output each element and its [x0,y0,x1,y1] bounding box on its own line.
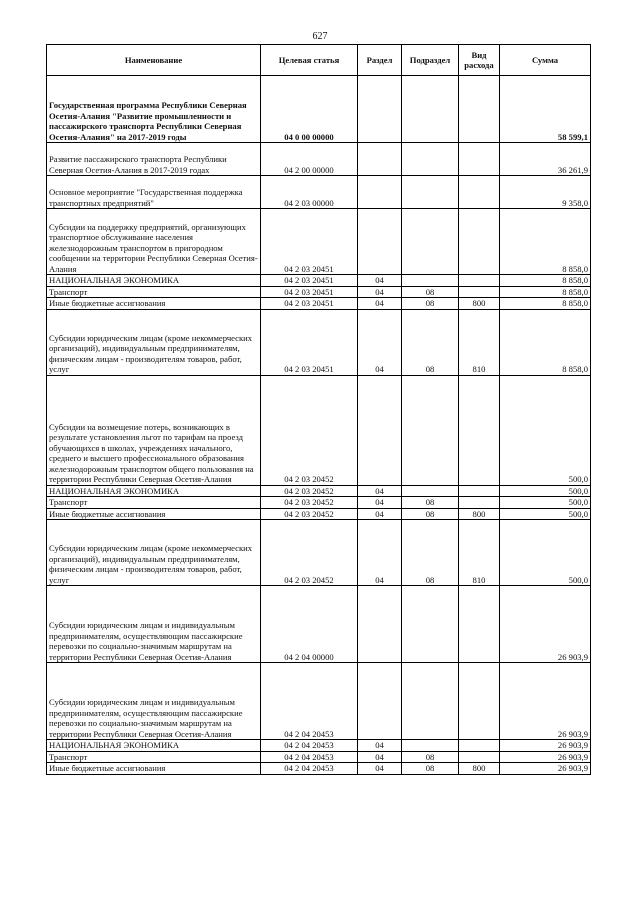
cell-amount: 8 858,0 [500,298,591,310]
table-row [47,740,591,752]
table-row [47,375,591,485]
cell-section [358,176,402,209]
cell-name: Субсидии на возмещение потерь, возникающих в результате установления льгот по тарифам на проезд обучающихся в школах, учреждениях начального, среднего и высшего профессионального образования железнодорожным транспортом общего пользования на территории Республики Северная Осетия-Алания [47,375,261,485]
cell-section [358,143,402,176]
cell-subsection [402,275,459,287]
cell-amount: 26 903,9 [500,663,591,740]
cell-subsection: 08 [402,763,459,775]
cell-amount: 8 858,0 [500,209,591,275]
cell-amount: 26 903,9 [500,763,591,775]
cell-section [358,586,402,663]
cell-expense-type: 810 [459,309,500,375]
cell-code: 04 2 04 00000 [261,586,358,663]
cell-code: 04 0 00 00000 [261,76,358,143]
cell-name: Субсидии юридическим лицам и индивидуальным предпринимателям, осуществляющим пассажирские перевозки по социально-значимым маршрутам на территории Республики Северная Осетия-Алания [47,663,261,740]
cell-subsection [402,176,459,209]
cell-subsection: 08 [402,309,459,375]
cell-name: Субсидии юридическим лицам (кроме некоммерческих организаций), индивидуальным предпринимателям, физическим лицам - производителям товаров, работ, услуг [47,520,261,586]
cell-expense-type [459,176,500,209]
cell-expense-type [459,275,500,287]
cell-expense-type [459,663,500,740]
cell-expense-type: 810 [459,520,500,586]
header-section: Раздел [358,45,402,76]
cell-code: 04 2 03 20452 [261,485,358,497]
cell-section [358,375,402,485]
cell-expense-type: 800 [459,763,500,775]
table-header [47,45,591,76]
table-row [47,763,591,775]
cell-amount: 9 358,0 [500,176,591,209]
cell-section: 04 [358,298,402,310]
cell-amount: 8 858,0 [500,286,591,298]
cell-name: Развитие пассажирского транспорта Республики Северная Осетия-Алания в 2017-2019 годах [47,143,261,176]
cell-expense-type [459,209,500,275]
cell-name: Субсидии на поддержку предприятий, организующих транспортное обслуживание населения железнодорожным транспортом в пригородном сообщении на территории Республики Северная Осетия-Алания [47,209,261,275]
cell-section: 04 [358,286,402,298]
cell-subsection [402,586,459,663]
cell-code: 04 2 03 20451 [261,298,358,310]
cell-section: 04 [358,763,402,775]
cell-section [358,209,402,275]
table-row [47,586,591,663]
table-row [47,143,591,176]
cell-name: Иные бюджетные ассигнования [47,298,261,310]
cell-amount: 26 903,9 [500,740,591,752]
cell-expense-type: 800 [459,508,500,520]
cell-expense-type [459,76,500,143]
cell-section: 04 [358,485,402,497]
cell-expense-type: 800 [459,298,500,310]
cell-name: Транспорт [47,751,261,763]
table-row [47,209,591,275]
cell-code: 04 2 03 20452 [261,520,358,586]
table-row [47,76,591,143]
cell-code: 04 2 04 20453 [261,663,358,740]
table-row [47,309,591,375]
cell-section: 04 [358,508,402,520]
cell-subsection [402,663,459,740]
cell-amount: 500,0 [500,497,591,509]
cell-name: НАЦИОНАЛЬНАЯ ЭКОНОМИКА [47,275,261,287]
cell-code: 04 2 03 20452 [261,497,358,509]
cell-section: 04 [358,520,402,586]
cell-code: 04 2 04 20453 [261,751,358,763]
cell-amount: 58 599,1 [500,76,591,143]
cell-amount: 26 903,9 [500,751,591,763]
cell-name: Транспорт [47,286,261,298]
cell-section [358,663,402,740]
cell-subsection: 08 [402,508,459,520]
cell-code: 04 2 03 20452 [261,508,358,520]
header-row [47,45,591,76]
cell-code: 04 2 04 20453 [261,740,358,752]
cell-name: Транспорт [47,497,261,509]
cell-expense-type [459,586,500,663]
cell-name: Субсидии юридическим лицам и индивидуальным предпринимателям, осуществляющим пассажирские перевозки по социально-значимым маршрутам на территории Республики Северная Осетия-Алания [47,586,261,663]
cell-amount: 8 858,0 [500,275,591,287]
budget-table [46,44,591,775]
cell-amount: 500,0 [500,508,591,520]
cell-expense-type [459,143,500,176]
cell-subsection: 08 [402,286,459,298]
table-row [47,520,591,586]
header-amount: Сумма [500,45,591,76]
cell-code: 04 2 03 00000 [261,176,358,209]
cell-code: 04 2 04 20453 [261,763,358,775]
cell-subsection: 08 [402,298,459,310]
cell-section: 04 [358,275,402,287]
table-row [47,485,591,497]
table-row [47,497,591,509]
table-row [47,663,591,740]
cell-section: 04 [358,740,402,752]
table-row [47,751,591,763]
cell-amount: 500,0 [500,375,591,485]
cell-amount: 8 858,0 [500,309,591,375]
cell-code: 04 2 03 20451 [261,275,358,287]
cell-name: Иные бюджетные ассигнования [47,508,261,520]
page-number: 627 [312,31,328,42]
cell-subsection [402,485,459,497]
cell-section: 04 [358,751,402,763]
cell-section: 04 [358,497,402,509]
table-row [47,176,591,209]
cell-subsection [402,740,459,752]
cell-code: 04 2 03 20451 [261,309,358,375]
cell-expense-type [459,751,500,763]
table-row [47,298,591,310]
cell-amount: 26 903,9 [500,586,591,663]
cell-name: Основное мероприятие "Государственная поддержка транспортных предприятий" [47,176,261,209]
header-name: Наименование [47,45,261,76]
cell-code: 04 2 00 00000 [261,143,358,176]
cell-name: НАЦИОНАЛЬНАЯ ЭКОНОМИКА [47,485,261,497]
cell-amount: 500,0 [500,485,591,497]
cell-code: 04 2 03 20451 [261,286,358,298]
cell-expense-type [459,740,500,752]
cell-expense-type [459,286,500,298]
header-code: Целевая статья [261,45,358,76]
cell-expense-type [459,375,500,485]
cell-code: 04 2 03 20451 [261,209,358,275]
cell-subsection [402,375,459,485]
cell-name: Субсидии юридическим лицам (кроме некоммерческих организаций), индивидуальным предпринимателям, физическим лицам - производителям товаров, работ, услуг [47,309,261,375]
cell-expense-type [459,485,500,497]
table-body [47,76,591,775]
cell-code: 04 2 03 20452 [261,375,358,485]
table-row [47,275,591,287]
header-subsection: Подраздел [402,45,459,76]
cell-amount: 500,0 [500,520,591,586]
cell-subsection: 08 [402,497,459,509]
cell-name: НАЦИОНАЛЬНАЯ ЭКОНОМИКА [47,740,261,752]
header-expense-type: Вид расхода [459,45,500,76]
cell-subsection: 08 [402,520,459,586]
cell-subsection [402,143,459,176]
cell-subsection: 08 [402,751,459,763]
cell-amount: 36 261,9 [500,143,591,176]
cell-subsection [402,209,459,275]
cell-subsection [402,76,459,143]
cell-section: 04 [358,309,402,375]
cell-expense-type [459,497,500,509]
cell-section [358,76,402,143]
cell-name: Иные бюджетные ассигнования [47,763,261,775]
table-row [47,286,591,298]
table-row [47,508,591,520]
cell-name: Государственная программа Республики Северная Осетия-Алания "Развитие промышленности и пассажирского транспорта Республики Северная Осетия-Алания" на 2017-2019 годы [47,76,261,143]
